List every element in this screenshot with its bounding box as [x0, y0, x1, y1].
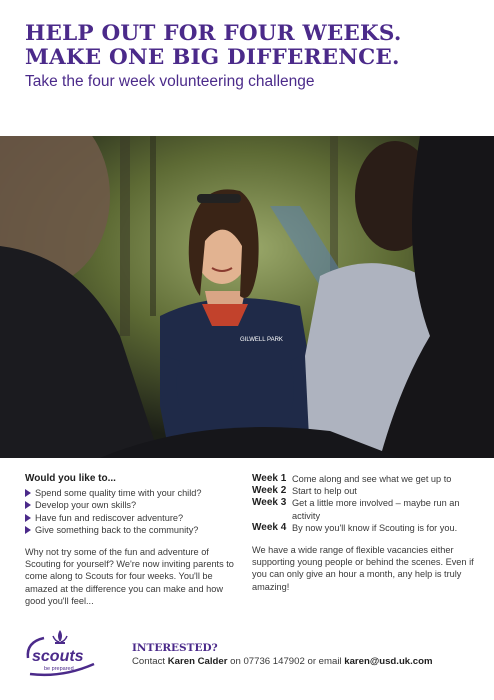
right-paragraph: We have a wide range of flexible vacancies either supporting young people or behind the scenes. Even if you can only give an hour a month, any help is truly amazing! [252, 545, 474, 592]
week-row [252, 522, 477, 534]
list-item-text: Have fun and rediscover adventure? [35, 512, 184, 523]
left-column [25, 473, 243, 607]
week-list [252, 473, 477, 534]
week-text: Start to help out [292, 486, 357, 497]
logo-word: scouts [32, 648, 84, 665]
arrow-icon [25, 526, 31, 534]
arrow-icon [25, 501, 31, 509]
week-label: Week 1 [252, 473, 287, 484]
week-row [252, 497, 477, 521]
week-row [252, 485, 477, 497]
week-label: Week 3 [252, 497, 287, 509]
week-label: Week 4 [252, 521, 287, 533]
interested-heading: INTERESTED? [132, 642, 218, 654]
arrow-icon [25, 514, 31, 522]
week-row [252, 473, 477, 485]
right-column [252, 473, 477, 593]
list-item [25, 524, 243, 536]
headline-subtitle: Take the four week volunteering challenge [25, 73, 315, 90]
list-item [25, 499, 243, 511]
left-paragraph: Why not try some of the fun and adventure of Scouting for yourself? We're now inviting parents to come along to Scouts for four weeks. You'll be amazed at the difference you can make and how good you'll feel... [25, 547, 234, 606]
list-item-text: Give something back to the community? [35, 524, 199, 535]
fleece-logo-text: GILWELL PARK [240, 337, 283, 343]
arrow-icon [25, 489, 31, 497]
week-text: Come along and see what we get up to [292, 474, 452, 484]
question-list [25, 487, 243, 536]
headline [25, 22, 485, 91]
week-label: Week 2 [252, 485, 287, 497]
contact-prefix: Contact [132, 656, 168, 667]
list-item [25, 487, 243, 499]
contact-email[interactable]: karen@usd.uk.com [344, 656, 433, 667]
headline-line-1: HELP OUT FOR FOUR WEEKS. [25, 21, 402, 46]
hero-photo [0, 136, 494, 458]
scouts-logo-icon [22, 628, 102, 678]
hero-photo-illustration [0, 136, 494, 458]
headline-line-2: MAKE ONE BIG DIFFERENCE. [25, 45, 400, 70]
logo-tagline: be prepared . . . [44, 666, 83, 672]
contact-name: Karen Calder [167, 656, 228, 667]
contact-line [132, 656, 433, 667]
week-text: Get a little more involved – maybe run an activity [292, 498, 460, 521]
list-item-text: Develop your own skills? [35, 500, 137, 511]
contact-mid: on 07736 147902 or email [227, 656, 345, 667]
list-item [25, 512, 243, 524]
question-title: Would you like to... [25, 473, 116, 484]
week-text: By now you'll know if Scouting is for you. [292, 522, 458, 533]
footer [0, 620, 494, 700]
list-item-text: Spend some quality time with your child? [35, 488, 202, 499]
scouts-logo [22, 628, 102, 678]
